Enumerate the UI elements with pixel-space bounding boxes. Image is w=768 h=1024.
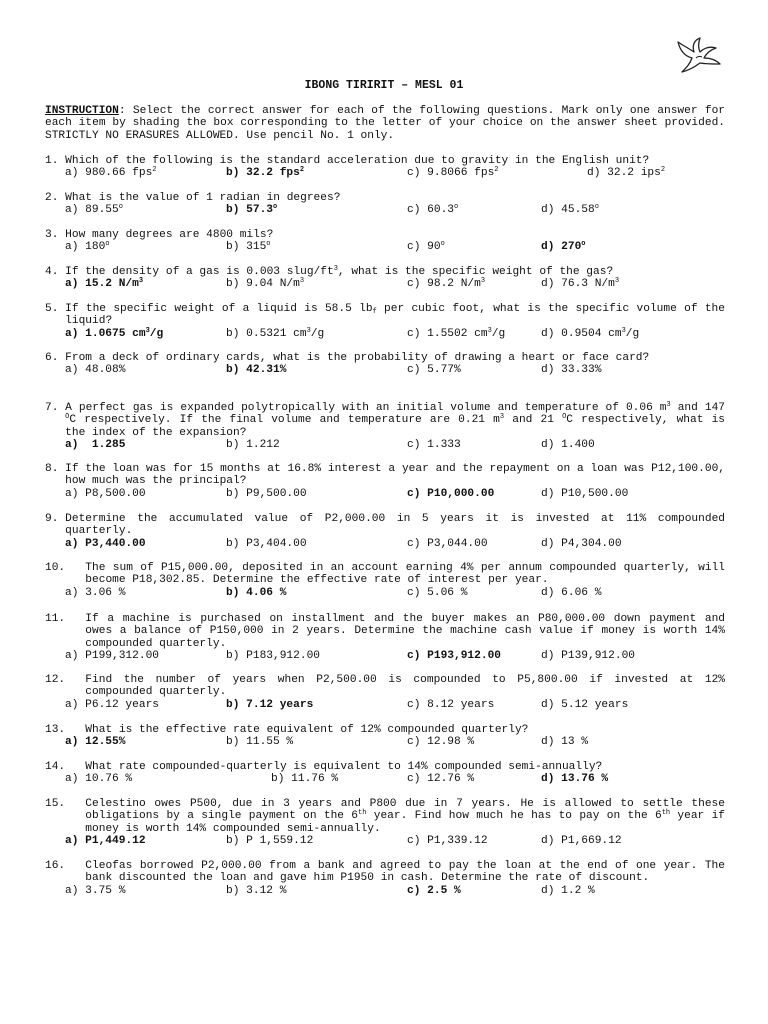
options-row — [45, 278, 725, 290]
instruction-paragraph — [45, 105, 725, 142]
question-8 — [45, 463, 725, 500]
question-13 — [45, 724, 725, 749]
question-6 — [45, 352, 725, 377]
option-b: b) 1.212 — [226, 439, 280, 452]
question-7 — [45, 402, 725, 452]
option-c: c) 60.3$^o$ — [407, 203, 459, 217]
option-c-answer: c) 2.5 % — [407, 884, 461, 897]
question-text: If the specific weight of a liquid is 58.5 $lb_f$ per cubic foot, what is the specific volume of the liquid? — [65, 303, 725, 328]
question-text: If the loan was for 15 months at 16.8% interest a year and the repayment on a loan was P12,100.00, how much was the principal? — [65, 463, 725, 488]
question-number: 6. — [45, 352, 66, 364]
option-c: c) 8.12 years — [407, 698, 495, 711]
question-12 — [45, 674, 725, 711]
question-9 — [45, 513, 725, 550]
question-number: 10. — [45, 562, 86, 574]
options-row — [45, 204, 725, 216]
question-number: 5. — [45, 303, 66, 315]
option-a: a) P199,312.00 — [65, 650, 159, 663]
question-text: The sum of P15,000.00, deposited in an account earning 4% per annum compounded quarterly, will become P18,302.85. Determine the effective rate of interest per year. — [85, 562, 725, 587]
question-text: Cleofas borrowed P2,000.00 from a bank and agreed to pay the loan at the end of one year. The bank discounted the loan and gave him P1950 in cash. Determine the rate of discount. — [85, 860, 725, 885]
option-a-answer: a) 1.285 — [65, 439, 126, 452]
question-number: 13. — [45, 724, 86, 736]
option-a: a) 89.55$^o$ — [65, 203, 123, 217]
question-text: Determine the accumulated value of P2,000.00 in 5 years it is invested at 11% compounded quarterly. — [65, 513, 725, 538]
option-c: c) 98.2 $N/m^3$ — [407, 277, 486, 291]
question-number: 1. — [45, 155, 66, 167]
option-a: a) P8,500.00 — [65, 487, 146, 500]
question-number: 7. — [45, 402, 66, 414]
options-row — [45, 773, 725, 785]
option-c-answer: c) P193,912.00 — [407, 650, 501, 663]
option-d: d) 1.2 % — [541, 884, 595, 897]
option-a: a) 3.75 % — [65, 884, 126, 897]
option-a: a) 10.76 % — [65, 773, 133, 786]
option-d: d) P10,500.00 — [541, 487, 629, 500]
option-a: a) P6.12 years — [65, 698, 159, 711]
options-row — [45, 364, 725, 376]
option-d: d) 45.58$^o$ — [541, 203, 599, 217]
option-d: d) 0.9504 $cm^3/g$ — [541, 326, 640, 340]
option-d: d) P4,304.00 — [541, 537, 622, 550]
options-row — [45, 699, 725, 711]
option-b-answer: b) 4.06 % — [226, 586, 287, 599]
options-row — [45, 241, 725, 253]
question-2 — [45, 192, 725, 217]
option-c: c) 5.06 % — [407, 586, 468, 599]
options-row — [45, 885, 725, 897]
options-row — [45, 538, 725, 550]
option-d: d) P1,669.12 — [541, 835, 622, 848]
option-d: d) 13 % — [541, 736, 588, 749]
option-b-answer: b) 57.3$^o$ — [226, 203, 278, 217]
question-number: 9. — [45, 513, 66, 525]
option-c: c) 90$^o$ — [407, 240, 445, 254]
option-d: d) 32.2 ips$^2$ — [587, 166, 666, 180]
option-b: b) 11.76 % — [271, 773, 339, 786]
question-number: 16. — [45, 860, 86, 872]
question-number: 4. — [45, 266, 66, 278]
question-10 — [45, 562, 725, 599]
question-11 — [45, 613, 725, 663]
option-c: c) 5.77% — [407, 364, 461, 377]
question-text: Celestino owes P500, due in 3 years and P800 due in 7 years. He is allowed to settle these obligations by a single payment on the 6th year. Find how much he has to pay on the 6th year if money is worth 14% compounded semi-annually. — [85, 798, 725, 835]
options-row — [45, 488, 725, 500]
option-d: d) 1.400 — [541, 439, 595, 452]
option-d-answer: d) 270$^o$ — [541, 240, 586, 254]
option-b: b) 315$^o$ — [226, 240, 271, 254]
option-b: b) 0.5321 $cm^3/g$ — [226, 326, 325, 340]
question-text: A perfect gas is expanded polytropically with an initial volume and temperature of 0.06 $m^3$ and 147 $^O$C respectively. If the final volume and temperature are 0.21 $m^3$ and 21 $^O$C respectively, what is the index of the expansion? — [65, 401, 725, 439]
option-b: b) P 1,559.12 — [226, 835, 314, 848]
question-number: 3. — [45, 229, 66, 241]
instruction-label: INSTRUCTION — [45, 105, 119, 117]
option-b: b) P9,500.00 — [226, 487, 307, 500]
option-b: b) 9.04 $N/m^3$ — [226, 277, 305, 291]
option-b-answer: b) 7.12 years — [226, 698, 314, 711]
page-title: IBONG TIRIRIT – MESL 01 — [304, 79, 464, 92]
option-c: c) 12.98 % — [407, 736, 475, 749]
options-row — [45, 835, 725, 847]
option-a: a) 180$^o$ — [65, 240, 110, 254]
option-d: d) 33.33% — [541, 364, 602, 377]
question-text: From a deck of ordinary cards, what is the probability of drawing a heart or face card? — [65, 352, 650, 364]
option-a: a) 48.08% — [65, 364, 126, 377]
option-b-answer: b) 32.2 fps$^2$ — [226, 166, 305, 180]
options-row — [45, 167, 725, 179]
option-d-answer: d) 13.76 % — [541, 773, 609, 786]
question-text: What is the effective rate equivalent of 12% compounded quarterly? — [85, 724, 529, 736]
option-a-answer: a) P1,449.12 — [65, 835, 146, 848]
option-c: c) P1,339.12 — [407, 835, 488, 848]
option-b: b) P183,912.00 — [226, 650, 320, 663]
question-text: Find the number of years when P2,500.00 is compounded to P5,800.00 if invested at 12% compounded quarterly. — [85, 674, 725, 699]
option-a-answer: a) 1.0675 $cm^3/g$ — [65, 326, 164, 340]
option-a: a) 980.66 fps$^2$ — [65, 166, 157, 180]
option-d: d) 5.12 years — [541, 698, 629, 711]
question-text: What is the value of 1 radian in degrees? — [65, 192, 341, 204]
question-16 — [45, 860, 725, 897]
option-c: c) 12.76 % — [407, 773, 475, 786]
option-b-answer: b) 42.31% — [226, 364, 287, 377]
option-b: b) 11.55 % — [226, 736, 294, 749]
question-number: 11. — [45, 613, 86, 625]
dove-bird-icon — [672, 36, 724, 76]
options-row — [45, 439, 725, 451]
option-c: c) 1.5502 $cm^3/g$ — [407, 326, 506, 340]
instruction-text: : Select the correct answer for each of the following questions. Mark only one answer for each item by shading the box corresponding to the letter of your choice on the answer sheet provided. STRICTLY NO ERASURES ALLOWED. Use pencil No. 1 only. — [45, 105, 725, 142]
options-row — [45, 650, 725, 662]
option-c: c) 1.333 — [407, 439, 461, 452]
question-number: 12. — [45, 674, 86, 686]
question-4 — [45, 266, 725, 291]
question-3 — [45, 229, 725, 254]
option-d: d) P139,912.00 — [541, 650, 635, 663]
question-number: 15. — [45, 798, 86, 810]
option-a: a) 3.06 % — [65, 586, 126, 599]
option-d: d) 6.06 % — [541, 586, 602, 599]
options-row — [45, 736, 725, 748]
options-row — [45, 328, 725, 340]
option-a-answer: a) P3,440.00 — [65, 537, 146, 550]
question-5 — [45, 303, 725, 340]
option-c: c) P3,044.00 — [407, 537, 488, 550]
question-number: 14. — [45, 761, 86, 773]
question-number: 2. — [45, 192, 66, 204]
option-b: b) P3,404.00 — [226, 537, 307, 550]
question-14 — [45, 761, 725, 786]
question-text: If a machine is purchased on installment and the buyer makes an P80,000.00 down payment and owes a balance of P150,000 in 2 years. Determine the machine cash value if money is worth 14% compounded quarterly. — [85, 613, 725, 650]
options-row — [45, 587, 725, 599]
question-text: Which of the following is the standard acceleration due to gravity in the English unit? — [65, 155, 650, 167]
question-text: What rate compounded-quarterly is equivalent to 14% compounded semi-annually? — [85, 761, 603, 773]
option-a-answer: a) 12.55% — [65, 736, 126, 749]
question-number: 8. — [45, 463, 66, 475]
option-c-answer: c) P10,000.00 — [407, 487, 495, 500]
option-b: b) 3.12 % — [226, 884, 287, 897]
option-d: d) 76.3 $N/m^3$ — [541, 277, 620, 291]
question-text: If the density of a gas is 0.003 slug/$ft^3$, what is the specific weight of the gas? — [65, 265, 614, 278]
question-15 — [45, 798, 725, 848]
option-c: c) 9.8066 fps$^2$ — [407, 166, 499, 180]
question-1 — [45, 155, 725, 180]
option-a-answer: a) 15.2 $N/m^3$ — [65, 277, 144, 291]
question-text: How many degrees are 4800 mils? — [65, 229, 274, 241]
